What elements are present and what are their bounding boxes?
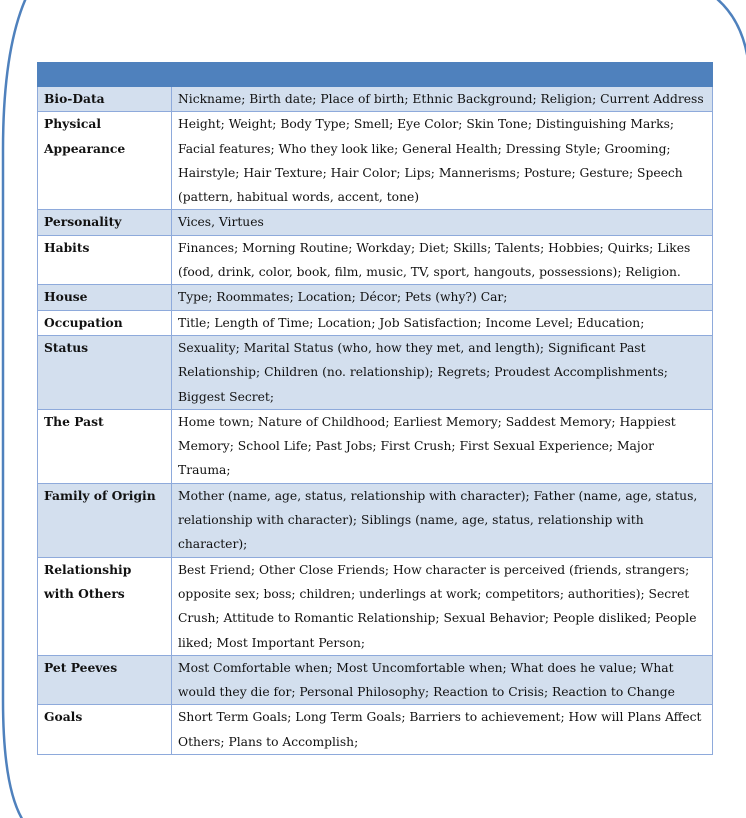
row-details: Sexuality; Marital Status (who, how they met, and length); Significant Past Relationship; Children (no. relationship); Regrets; Proudest Accomplishments; Biggest Secret;	[172, 335, 713, 409]
row-label: Family of Origin	[38, 483, 172, 557]
row-details: Type; Roommates; Location; Décor; Pets (why?) Car;	[172, 285, 713, 310]
header-cell	[172, 63, 713, 87]
row-label: Relationship with Others	[38, 557, 172, 655]
table-row	[38, 483, 713, 557]
row-label: The Past	[38, 409, 172, 483]
table-row	[38, 557, 713, 655]
row-details: Most Comfortable when; Most Uncomfortable when; What does he value; What would they die for; Personal Philosophy; Reaction to Crisis; Reaction to Change	[172, 655, 713, 705]
row-label: Bio-Data	[38, 87, 172, 112]
table-row	[38, 409, 713, 483]
row-details: Height; Weight; Body Type; Smell; Eye Color; Skin Tone; Distinguishing Marks; Facial features; Who they look like; General Health; Dressing Style; Grooming; Hairstyle; Hair Texture; Hair Color; Lips; Mannerisms; Posture; Gesture; Speech (pattern, habitual words, accent, tone)	[172, 112, 713, 210]
row-details: Mother (name, age, status, relationship with character); Father (name, age, status, relationship with character); Siblings (name, age, status, relationship with character);	[172, 483, 713, 557]
table-row	[38, 235, 713, 285]
table-row	[38, 310, 713, 335]
row-label: House	[38, 285, 172, 310]
row-details: Vices, Virtues	[172, 210, 713, 235]
table-row	[38, 87, 713, 112]
row-details: Nickname; Birth date; Place of birth; Ethnic Background; Religion; Current Address	[172, 87, 713, 112]
row-label: Habits	[38, 235, 172, 285]
row-details: Short Term Goals; Long Term Goals; Barriers to achievement; How will Plans Affect Others; Plans to Accomplish;	[172, 705, 713, 755]
row-label: Status	[38, 335, 172, 409]
row-label: Goals	[38, 705, 172, 755]
character-profile-table	[37, 62, 713, 755]
table-row	[38, 210, 713, 235]
row-label: Physical Appearance	[38, 112, 172, 210]
row-details: Best Friend; Other Close Friends; How character is perceived (friends, strangers; opposite sex; boss; children; underlings at work; competitors; authorities); Secret Crush; Attitude to Romantic Relationship; Sexual Behavior; People disliked; People liked; Most Important Person;	[172, 557, 713, 655]
header-cell	[38, 63, 172, 87]
table-row	[38, 705, 713, 755]
row-details: Title; Length of Time; Location; Job Satisfaction; Income Level; Education;	[172, 310, 713, 335]
row-details: Finances; Morning Routine; Workday; Diet; Skills; Talents; Hobbies; Quirks; Likes (food, drink, color, book, film, music, TV, sport, hangouts, possessions); Religion.	[172, 235, 713, 285]
table-header-row	[38, 63, 713, 87]
row-label: Occupation	[38, 310, 172, 335]
table-row	[38, 335, 713, 409]
row-label: Personality	[38, 210, 172, 235]
row-label: Pet Peeves	[38, 655, 172, 705]
table-row	[38, 112, 713, 210]
table-row	[38, 285, 713, 310]
row-details: Home town; Nature of Childhood; Earliest Memory; Saddest Memory; Happiest Memory; School Life; Past Jobs; First Crush; First Sexual Experience; Major Trauma;	[172, 409, 713, 483]
table-row	[38, 655, 713, 705]
